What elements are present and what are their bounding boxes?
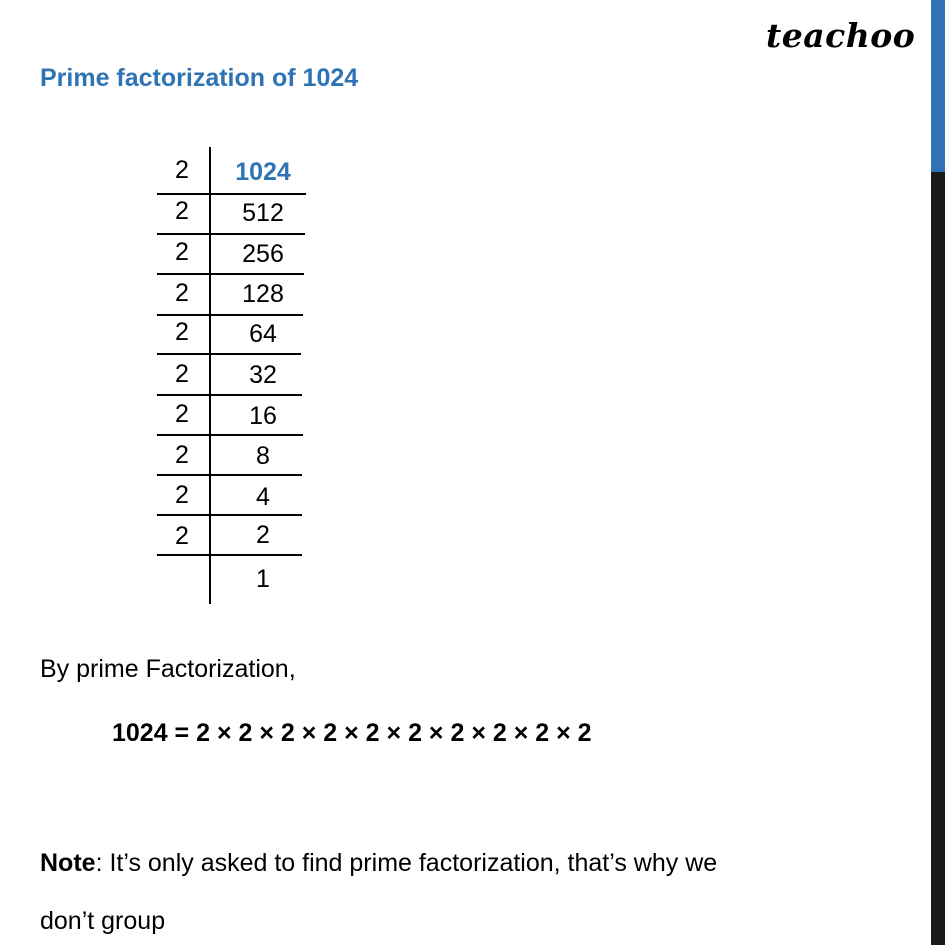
quotient: 32 [249, 361, 277, 389]
page-title: Prime factorization of 1024 [40, 64, 359, 92]
division-rule [157, 514, 302, 516]
divisor: 2 [175, 522, 189, 550]
division-rule [157, 474, 302, 476]
quotient: 1 [256, 565, 270, 593]
note-line-2: don’t group [40, 907, 166, 935]
division-rule [157, 193, 306, 195]
quotient: 16 [249, 402, 277, 430]
divisor: 2 [175, 156, 189, 184]
factorization-equation: 1024 = 2 × 2 × 2 × 2 × 2 × 2 × 2 × 2 × 2 × 2 [112, 719, 592, 747]
quotient: 4 [256, 483, 270, 511]
divisor: 2 [175, 400, 189, 428]
division-rule [157, 394, 302, 396]
divisor: 2 [175, 481, 189, 509]
division-rule [157, 554, 302, 556]
note-label: Note [40, 849, 96, 877]
division-rule [157, 353, 301, 355]
division-rule [157, 434, 303, 436]
intro-text: By prime Factorization, [40, 655, 296, 683]
quotient: 256 [242, 240, 284, 268]
divisor: 2 [175, 197, 189, 225]
right-edge-accent [931, 0, 945, 172]
quotient: 8 [256, 442, 270, 470]
division-rule [157, 273, 304, 275]
divisor: 2 [175, 279, 189, 307]
quotient: 2 [256, 521, 270, 549]
divisor: 2 [175, 441, 189, 469]
quotient: 128 [242, 280, 284, 308]
dividend: 1024 [235, 158, 291, 186]
division-rule [157, 233, 305, 235]
note-line-1 [40, 847, 920, 879]
note-text: : It’s only asked to find prime factorization, that’s why we [95, 849, 718, 877]
quotient: 512 [242, 199, 284, 227]
division-vertical-line [209, 147, 211, 604]
quotient: 64 [249, 320, 277, 348]
teachoo-logo: teachoo [766, 16, 916, 55]
divisor: 2 [175, 360, 189, 388]
divisor: 2 [175, 318, 189, 346]
divisor: 2 [175, 238, 189, 266]
division-rule [157, 314, 303, 316]
